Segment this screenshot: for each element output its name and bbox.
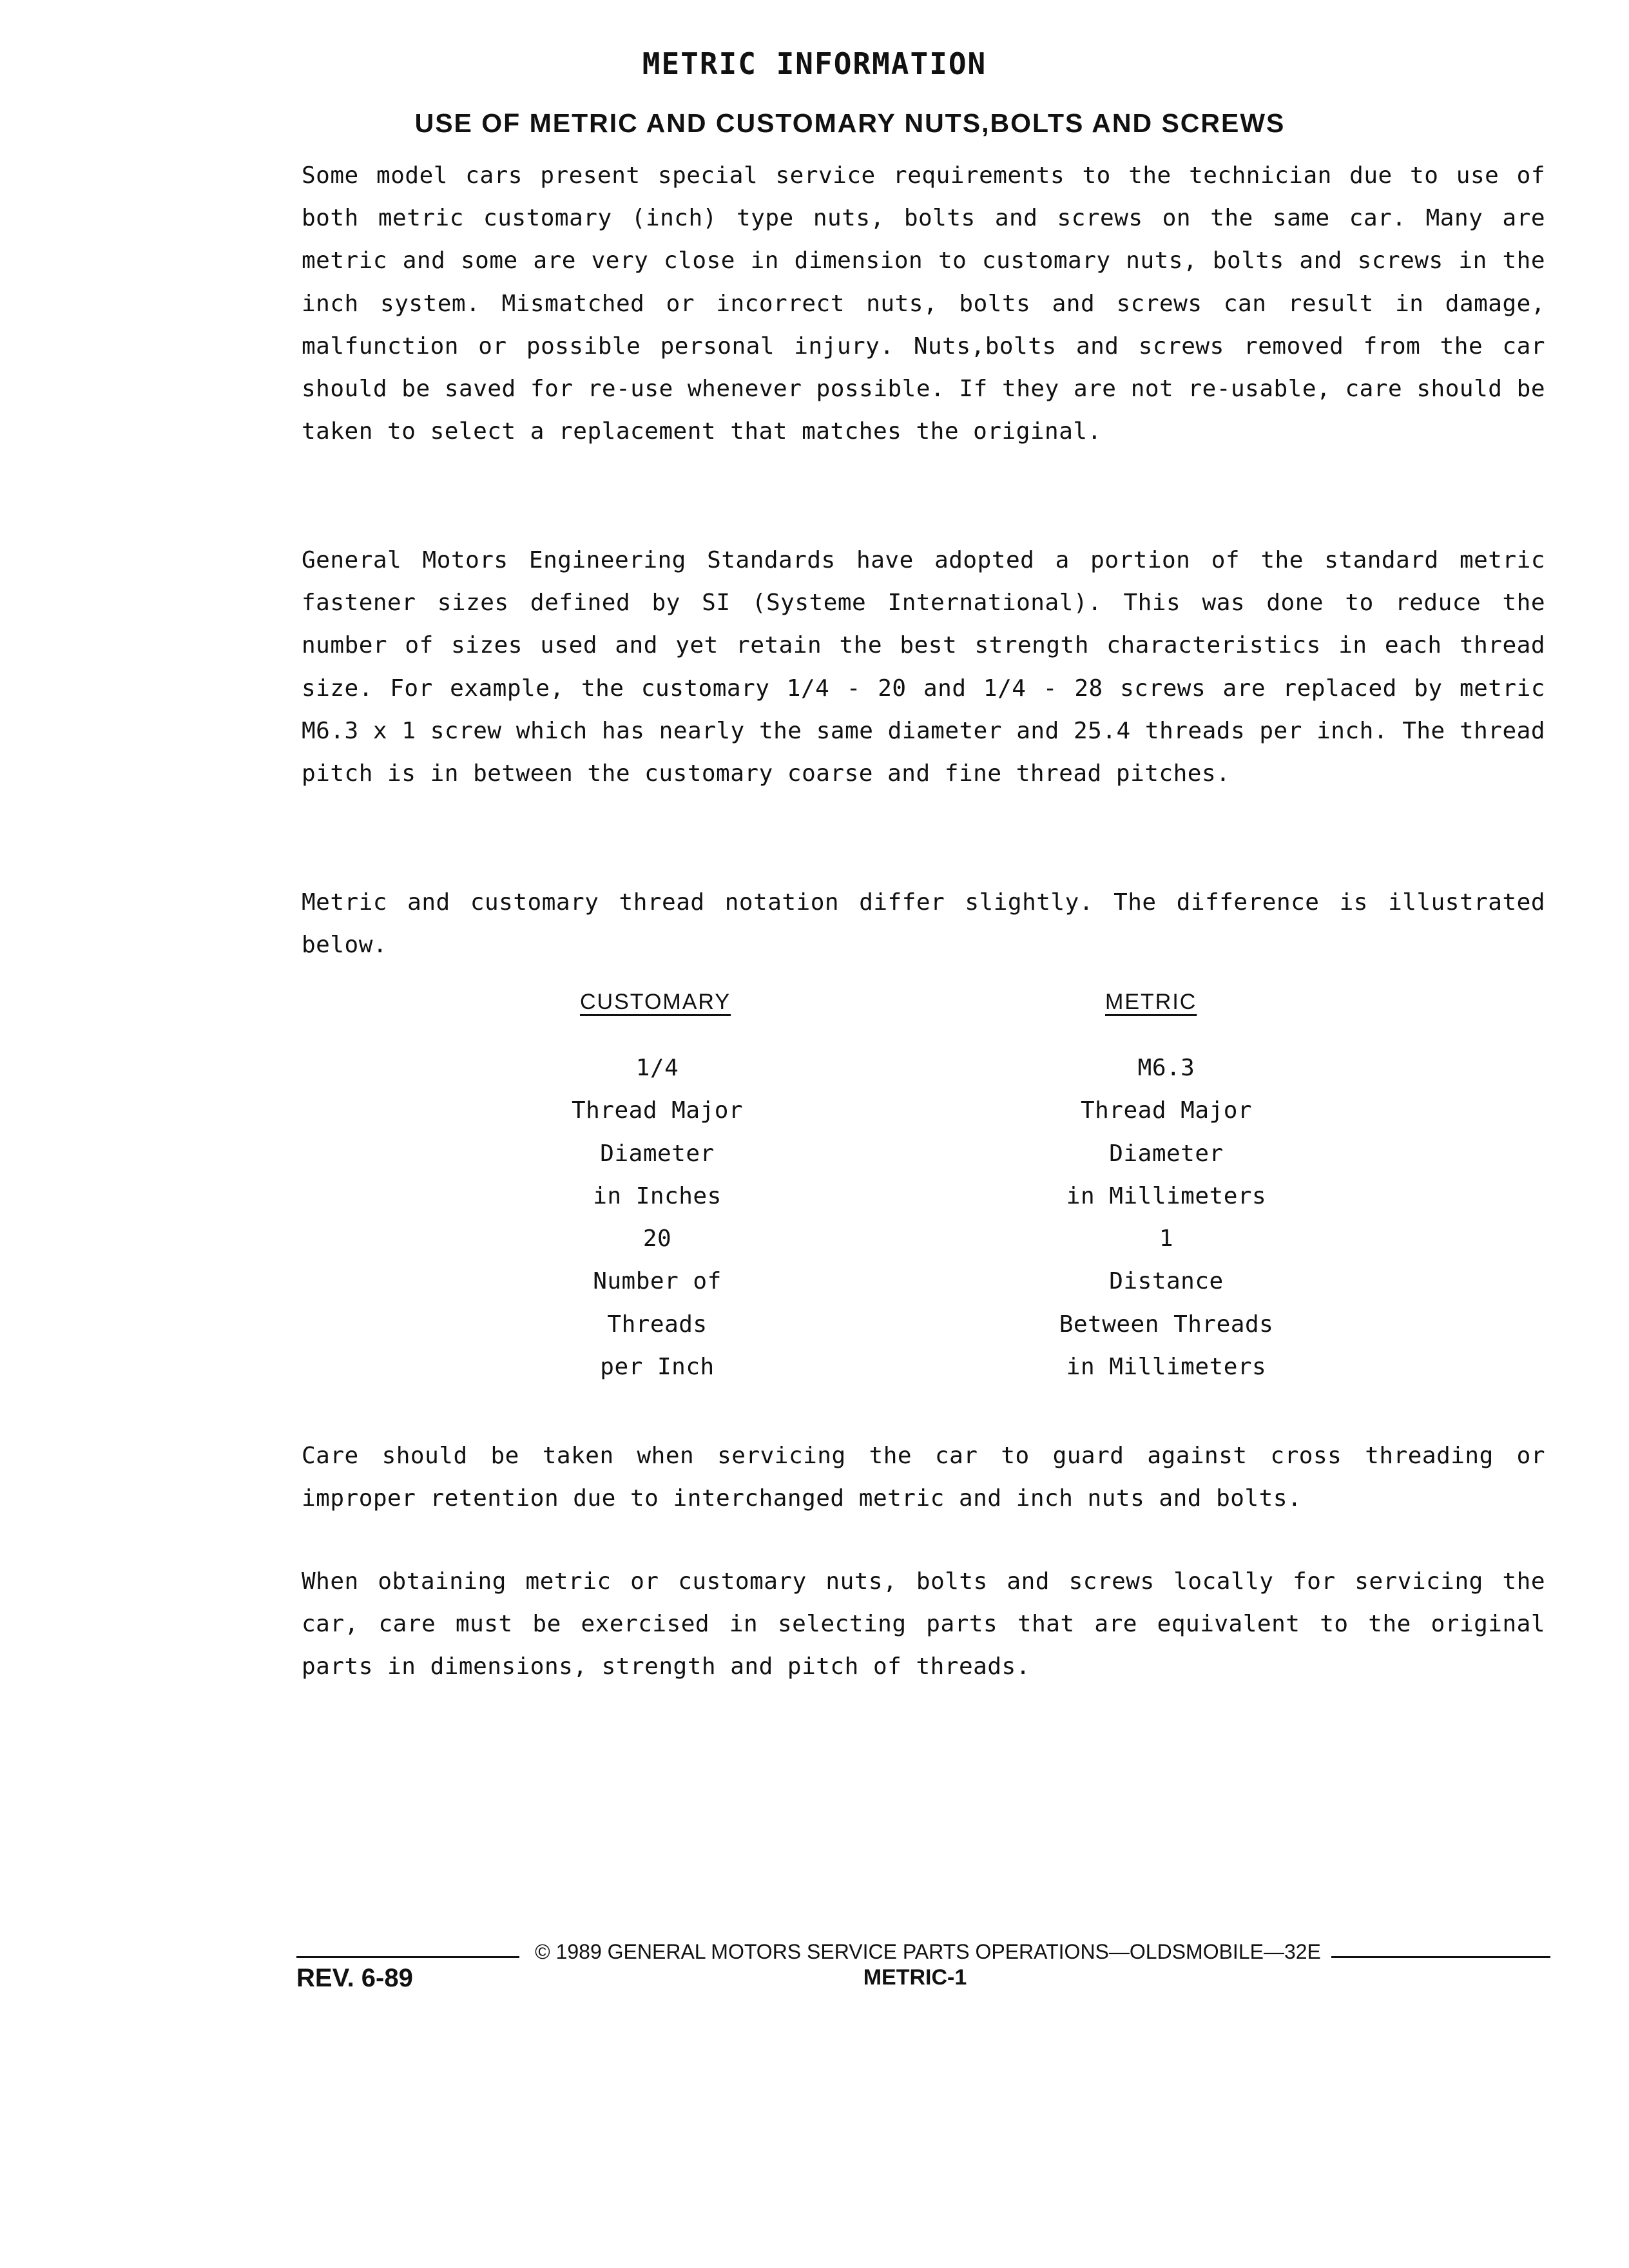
metric-line: Distance (1109, 1268, 1224, 1295)
customary-line: Thread Major (571, 1097, 744, 1124)
metric-line: Diameter (1109, 1140, 1224, 1167)
customary-line: Diameter (600, 1140, 715, 1167)
revision-label: REV. 6-89 (296, 1964, 413, 1992)
paragraph-cross-threading-caution: Care should be taken when servicing the car to guard against cross threading or improper retention due to interchanged metric and inch nuts and bolts. (302, 1443, 1545, 1512)
metric-line: in Millimeters (1066, 1354, 1267, 1381)
customary-line: 20 (642, 1225, 672, 1253)
customary-line: in Inches (593, 1182, 722, 1209)
metric-line: Thread Major (1080, 1097, 1253, 1124)
customary-line: Threads (607, 1311, 708, 1338)
page-identifier: METRIC-1 (863, 1965, 967, 1990)
paragraph-gm-standards: General Motors Engineering Standards have adopted a portion of the standard metric fastener sizes defined by SI (Systeme International). This was done to reduce the number of sizes used and yet retain the best strength characteristics in each thread size. For example, the customary 1/4 - 20 and 1/4 - 28 screws are replaced by metric M6.3 x 1 screw which has nearly the same diameter and 25.4 threads per inch. The thread pitch is in between the customary coarse and fine thread pitches. (302, 547, 1545, 787)
customary-line: per Inch (600, 1354, 715, 1381)
paragraph-obtaining-parts: When obtaining metric or customary nuts, bolts and screws locally for servicing the car, care must be exercised in selecting parts that are equivalent to the original parts in dimensions, strength and pitch of threads. (302, 1568, 1545, 1680)
customary-column-heading: CUSTOMARY (580, 990, 731, 1014)
metric-line: M6.3 (1137, 1055, 1195, 1081)
paragraph-metric-customary-intro: Some model cars present special service requirements to the technician due to use of both metric customary (inch) type nuts, bolts and screws on the same car. Many are metric and some are very close in dimension to customary nuts, bolts and screws in the inch system. Mismatched or incorrect nuts, bolts and screws can result in damage, malfunction or possible personal injury. Nuts,bolts and screws removed from the car should be saved for re-use whenever possible. If they are not re-usable, care should be taken to select a replacement that matches the original. (302, 162, 1545, 445)
customary-column (509, 1047, 805, 1389)
paragraph-thread-notation: Metric and customary thread notation differ slightly. The difference is illustrated below. (302, 889, 1545, 959)
footer-copyright: © 1989 GENERAL MOTORS SERVICE PARTS OPERATIONS—OLDSMOBILE—32E (535, 1940, 1321, 1963)
customary-line: Number of (593, 1268, 722, 1295)
page-subtitle: USE OF METRIC AND CUSTOMARY NUTS,BOLTS AND SCREWS (414, 108, 1286, 138)
customary-line: 1/4 (635, 1055, 679, 1081)
metric-line: 1 (1159, 1225, 1174, 1253)
metric-column (1018, 1047, 1315, 1389)
page-title: METRIC INFORMATION (642, 46, 987, 81)
metric-line: in Millimeters (1066, 1182, 1267, 1209)
footer-rule-left (296, 1956, 519, 1958)
footer-rule-right (1331, 1956, 1550, 1958)
metric-column-heading: METRIC (1105, 990, 1197, 1014)
metric-line: Between Threads (1059, 1311, 1274, 1338)
